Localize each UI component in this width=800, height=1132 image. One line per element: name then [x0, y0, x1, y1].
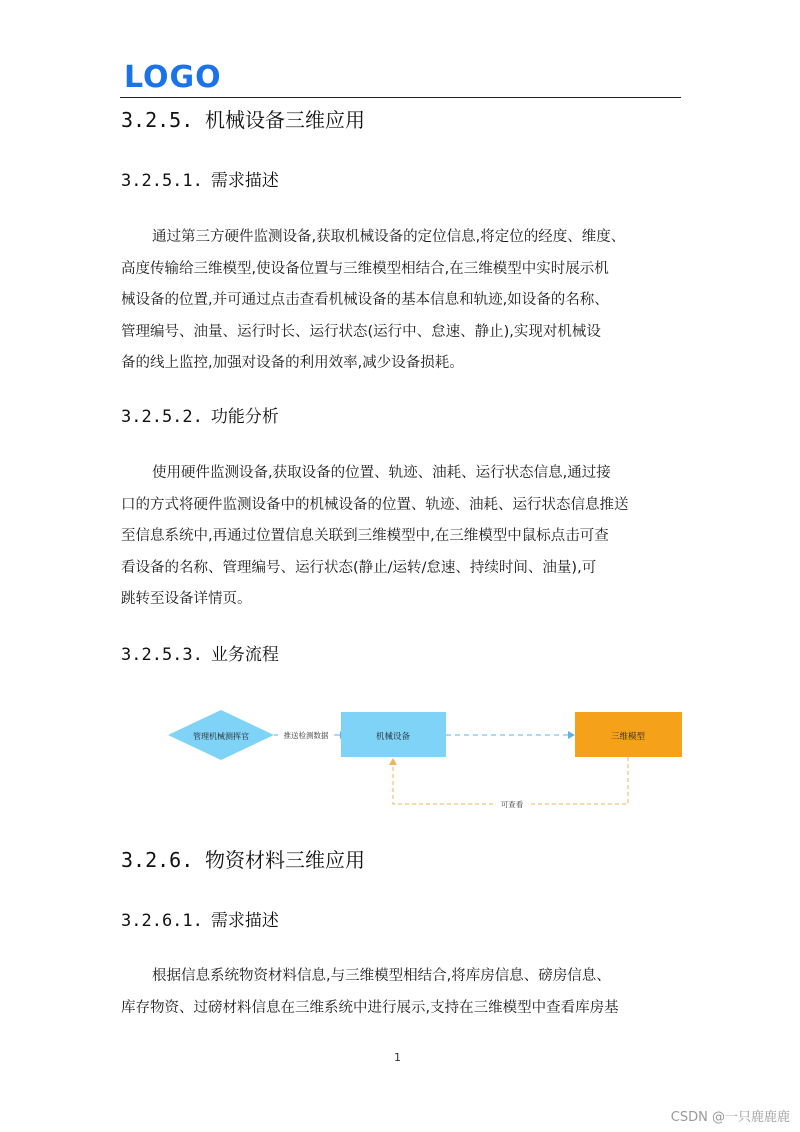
section-heading-3-2-5: [121, 106, 365, 134]
text-line: 管理编号、油量、运行时长、运行状态(运行中、怠速、静止),实现对机械设: [121, 323, 601, 340]
subsection-heading-3-2-6-1: [121, 909, 279, 933]
subsection-title: 业务流程: [210, 645, 279, 665]
header-divider: [120, 97, 681, 98]
paragraph-function-analysis: [121, 458, 681, 616]
section-number: 3.2.6.: [121, 848, 194, 872]
arrowhead-up-icon: [389, 758, 397, 765]
subsection-title: 功能分析: [210, 407, 279, 427]
text-line: 库存物资、过磅材料信息在三维系统中进行展示,支持在三维模型中查看库房基: [121, 999, 619, 1016]
text-line: 口的方式将硬件监测设备中的机械设备的位置、轨迹、油耗、运行状态信息推送: [121, 496, 629, 513]
watermark: CSDN @一只鹿鹿鹿: [670, 1110, 790, 1125]
text-line: 至信息系统中,再通过位置信息关联到三维模型中,在三维模型中鼠标点击可查: [121, 528, 609, 544]
business-flow-diagram: [160, 700, 690, 820]
subsection-heading-3-2-5-2: [121, 405, 279, 429]
subsection-number: 3.2.5.2.: [121, 407, 203, 427]
start-label: 管理机械测挥官: [193, 732, 249, 741]
subsection-number: 3.2.6.1.: [121, 911, 203, 931]
section-title: 机械设备三维应用: [205, 108, 365, 132]
connector-model-equipment-back: [393, 757, 628, 804]
subsection-number: 3.2.5.1.: [121, 171, 203, 191]
push-label: 推送检测数据: [283, 731, 329, 740]
subsection-heading-3-2-5-3: [121, 643, 279, 667]
text-line: 跳转至设备详情页。: [121, 591, 252, 607]
equipment-label: 机械设备: [375, 732, 411, 742]
subsection-title: 需求描述: [210, 171, 279, 191]
section-title: 物资材料三维应用: [205, 848, 365, 872]
paragraph-requirements: [121, 222, 681, 380]
subsection-number: 3.2.5.3.: [121, 645, 203, 665]
subsection-heading-3-2-5-1: [121, 169, 279, 193]
text-line: 根据信息系统物资材料信息,与三维模型相结合,将库房信息、磅房信息、: [152, 968, 611, 984]
section-number: 3.2.5.: [121, 108, 194, 132]
text-line: 备的线上监控,加强对设备的利用效率,减少设备损耗。: [121, 355, 464, 371]
arrowhead-icon: [568, 731, 575, 739]
logo: LOGO: [124, 60, 222, 95]
page-number: 1: [394, 1051, 401, 1064]
subsection-title: 需求描述: [210, 911, 279, 931]
text-line: 通过第三方硬件监测设备,获取机械设备的定位信息,将定位的经度、维度、: [152, 229, 626, 245]
model-label: 三维模型: [610, 732, 646, 742]
text-line: 高度传输给三维模型,使设备位置与三维模型相结合,在三维模型中实时展示机: [121, 260, 609, 277]
text-line: 使用硬件监测设备,获取设备的位置、轨迹、油耗、运行状态信息,通过接: [152, 465, 611, 481]
text-line: 械设备的位置,并可通过点击查看机械设备的基本信息和轨迹,如设备的名称、: [121, 292, 609, 308]
section-heading-3-2-6: [121, 846, 365, 874]
text-line: 看设备的名称、管理编号、运行状态(静止/运转/怠速、持续时间、油量),可: [121, 559, 597, 576]
paragraph-materials-requirements: [121, 961, 681, 1024]
view-label: 可查看: [500, 800, 524, 809]
